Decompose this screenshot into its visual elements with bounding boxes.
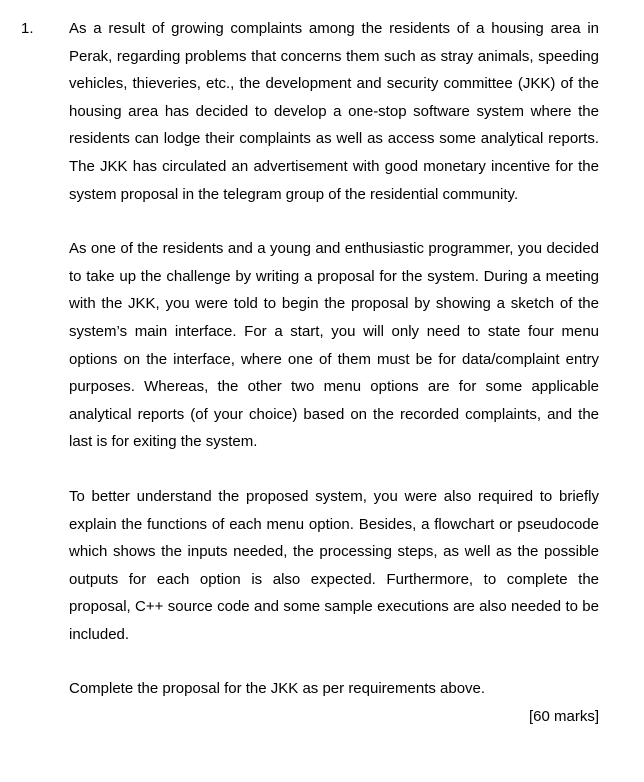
paragraph-instruction: Complete the proposal for the JKK as per requirements above.: [69, 680, 486, 698]
question-number: 1.: [21, 20, 34, 37]
marks-allocation: [60 marks]: [528, 708, 599, 726]
paragraph-task-description: As one of the residents and a young and enthusiastic programmer, you decided to take up the challenge by writing a proposal for the system. During a meeting with the JKK, you were told to begin the proposal by showing a sketch of the system’s main interface. For a start, you will only need to state four menu options on the interface, where one of them must be for data/complaint entry purposes. Whereas, the other two menu options are for some applicable analytical reports (of your choice) based on the recorded complaints, and the last is for exiting the system.: [69, 240, 599, 451]
paragraph-background: As a result of growing complaints among the residents of a housing area in Perak, regarding problems that concerns them such as stray animals, speeding vehicles, thieveries, etc., the development and security committee (JKK) of the housing area has decided to develop a one-stop software system where the residents can lodge their complaints as well as access some analytical reports. The JKK has circulated an advertisement with good monetary incentive for the system proposal in the telegram group of the residential community.: [69, 20, 599, 203]
paragraph-requirements: To better understand the proposed system, you were also required to briefly explain the functions of each menu option. Besides, a flowchart or pseudocode which shows the inputs needed, the processing steps, as well as the possible outputs for each option is also expected. Furthermore, to complete the proposal, C++ source code and some sample executions are also needed to be included.: [69, 487, 599, 643]
question-body: [69, 15, 599, 731]
